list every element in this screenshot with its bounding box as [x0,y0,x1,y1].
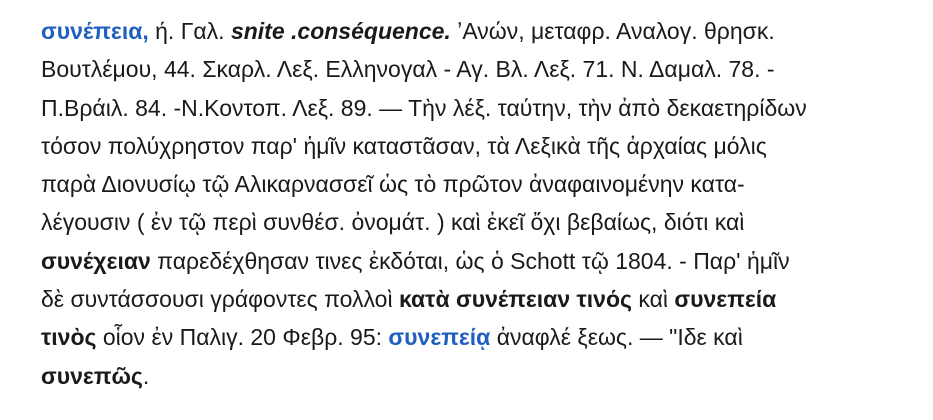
text-segment: καὶ [631,286,675,313]
entry-line-4 [41,127,921,165]
entry-line-8 [41,280,921,318]
dictionary-entry [41,12,921,395]
text-segment: οἷον ἐν Παλιγ. 20 Φεβρ. 95: [96,324,389,351]
french-gloss: snite .conséquence. [230,18,451,44]
text-segment: Βουτλέμου, 44. Σκαρλ. Λεξ. Ελληνογαλ - Αγ. Βλ. Λεξ. 71. Ν. Δαμαλ. 78. - [41,56,775,83]
entry-line-1 [41,12,921,50]
bold-term: συνεπεία [674,286,777,313]
text-segment: παρὰ Διονυσίῳ τῷ Αλικαρνασσεῖ ὡς τὸ πρῶτον ἀναφαινομένην κατα- [41,171,745,198]
bold-term: συνέχειαν [41,247,151,274]
text-segment: παρεδέχθησαν τινες ἐκδόται, ὡς ὁ Schott τῷ 1804. - Παρ' ἡμῖν [150,247,790,274]
text-segment: τόσον πολύχρηστον παρ' ἡμῖν καταστᾶσαν, τὰ Λεξικὰ τῆς ἀρχαίας μόλις [41,132,767,159]
text-segment: λέγουσιν ( ἐν τῷ περὶ συνθέσ. ὀνομάτ. ) καὶ ἐκεῖ ὄχι βεβαίως, διότι καὶ [41,209,745,236]
entry-line-9 [41,318,921,356]
text-segment: δὲ συντάσσουσι γράφοντες πολλοὶ [41,286,399,313]
entry-line-6 [41,203,921,241]
text-segment: ή. Γαλ. [148,18,231,44]
cross-reference-term: συνεπείᾳ [388,324,491,351]
entry-line-3 [41,89,921,127]
text-segment: . [142,362,150,389]
bold-term: τινὸς [41,324,97,351]
entry-line-5 [41,165,921,203]
headword: συνέπεια, [41,18,149,44]
text-segment: Π.Βράιλ. 84. -Ν.Κοντοπ. Λεξ. 89. — Τὴν λέξ. ταύτην, τὴν ἀπὸ δεκαετηρίδων [41,94,807,121]
text-segment: ʼΑνών, μεταφρ. Αναλογ. θρησκ. [450,18,775,44]
entry-line-2 [41,50,921,88]
entry-line-10 [41,357,921,395]
bold-term: κατὰ συνέπειαν τινός [398,286,632,313]
entry-line-7 [41,242,921,280]
bold-term: συνεπῶς [41,362,143,389]
text-segment: ἀναφλέ ξεως. — "Ιδε καὶ [490,324,743,351]
